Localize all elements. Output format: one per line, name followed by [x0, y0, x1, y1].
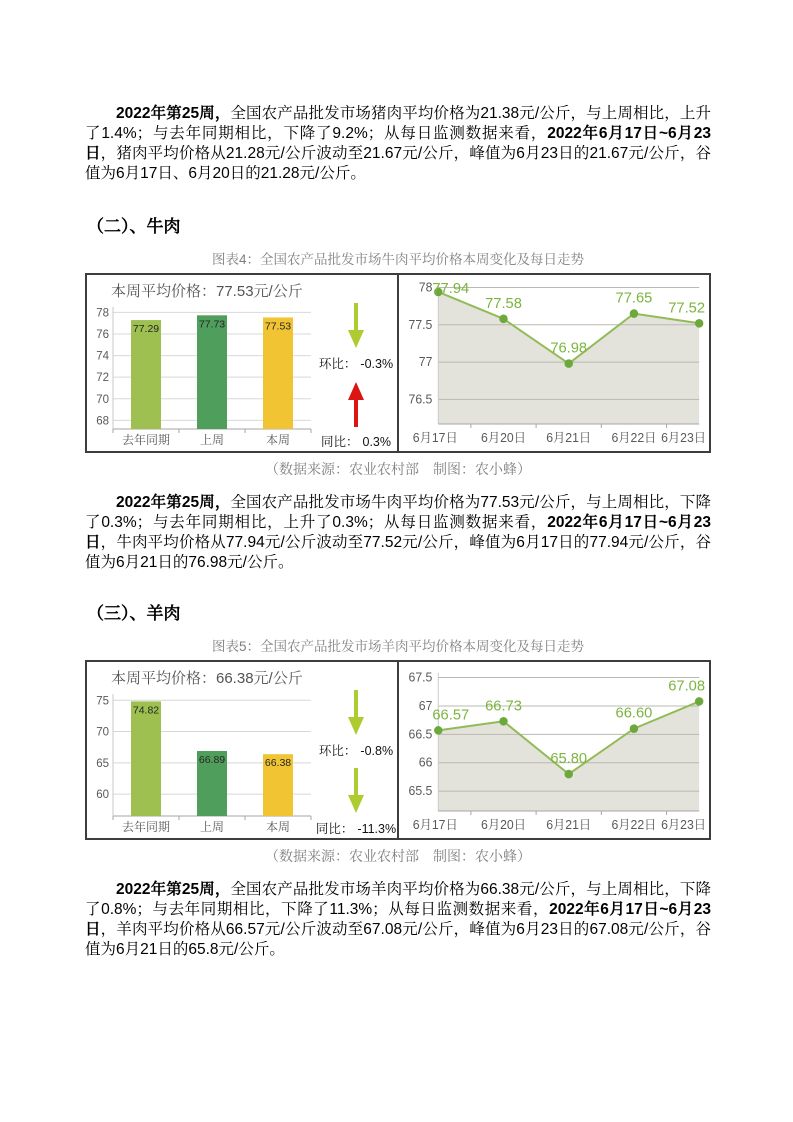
mutton-text-2: ，羊肉平均价格从66.57元/公斤波动至67.08元/公斤，峰值为6月23日的67.08元/公斤，谷值为6月21日的65.8元/公斤。 [85, 921, 711, 958]
mutton-bar-row [87, 688, 397, 838]
x-tick-label: 6月17日 [412, 817, 458, 833]
pork-week-bold: 2022年第25周， [116, 105, 231, 122]
y-tick-label: 76.5 [408, 392, 433, 407]
x-tick-label: 6月20日 [481, 430, 526, 446]
bar-value-label: 66.38 [264, 757, 292, 770]
x-tick-label: 6月22日 [611, 817, 657, 833]
beef-line-chart [401, 278, 708, 450]
indicator-label [321, 432, 391, 450]
data-point-marker [695, 697, 703, 706]
bar-category-label: 上周 [199, 820, 225, 834]
x-tick-label: 6月21日 [546, 817, 592, 833]
data-point-marker [695, 319, 703, 328]
indicator-value: 0.3% [362, 435, 391, 449]
figure4-beef-charts [85, 273, 711, 453]
indicator-label [316, 819, 396, 837]
section-heading-mutton: （三）、羊肉 [87, 604, 181, 623]
y-tick-label: 70 [96, 726, 109, 739]
arrow-down-icon [347, 690, 365, 736]
data-point-label: 66.60 [615, 705, 653, 722]
data-point-label: 77.65 [615, 290, 653, 307]
y-tick-label: 77 [418, 354, 433, 370]
data-point-marker [630, 309, 638, 318]
figure5-source: （数据来源：农业农村部 制图：农小蜂） [265, 848, 531, 864]
indicator-value: -0.3% [360, 357, 394, 371]
indicator-name: 环比： [318, 357, 357, 371]
data-point-marker [499, 717, 507, 726]
figure5-title: 图表5：全国农产品批发市场羊肉平均价格本周变化及每日走势 [211, 639, 584, 654]
bar-上周 [197, 315, 227, 429]
y-tick-label: 70 [96, 393, 109, 406]
y-tick-label: 60 [96, 789, 109, 802]
indicator-tongbi [321, 381, 391, 451]
bar-category-label: 本周 [265, 433, 291, 447]
bar-category-label: 上周 [199, 433, 225, 447]
data-point-label: 77.52 [668, 300, 706, 317]
bar-category-label: 本周 [265, 820, 291, 834]
y-tick-label: 67 [418, 698, 433, 713]
beef-summary-paragraph [85, 493, 711, 573]
pork-daterange-bold: 2022年6月17日~6月23日 [85, 125, 711, 162]
figure4-source: （数据来源：农业农村部 制图：农小蜂） [265, 461, 531, 477]
x-tick-label: 6月23日 [661, 430, 707, 446]
bar-去年同期 [131, 320, 161, 429]
bar-category-label: 去年同期 [121, 433, 171, 447]
section-heading-beef: （二）、牛肉 [87, 217, 181, 236]
data-point-label: 76.98 [550, 340, 588, 357]
mutton-summary-paragraph [85, 880, 711, 960]
beef-daterange-bold: 2022年6月17日~6月23日 [85, 514, 711, 551]
y-tick-label: 78 [96, 307, 109, 320]
data-point-marker [565, 770, 573, 779]
data-point-marker [565, 359, 573, 368]
y-tick-label: 76 [96, 328, 109, 341]
beef-bar-row [87, 301, 397, 451]
indicator-tongbi [316, 768, 396, 838]
y-tick-label: 66 [418, 755, 433, 770]
area-fill [438, 292, 699, 424]
indicator-huanbi [319, 690, 393, 768]
x-tick-label: 6月17日 [412, 430, 458, 446]
y-tick-label: 75 [96, 695, 109, 708]
beef-text-2: ，牛肉平均价格从77.94元/公斤波动至77.52元/公斤，峰值为6月17日的77.94元/公斤，谷值为6月21日的76.98元/公斤。 [85, 534, 711, 571]
arrow-down-icon [347, 768, 365, 814]
data-point-label: 67.08 [668, 678, 706, 695]
indicator-label [319, 354, 393, 372]
y-tick-label: 68 [96, 415, 109, 428]
figure4-title: 图表4：全国农产品批发市场牛肉平均价格本周变化及每日走势 [211, 252, 584, 267]
mutton-bar-chart [87, 688, 315, 838]
x-tick-label: 6月20日 [481, 817, 526, 833]
indicator-value: -0.8% [360, 744, 394, 758]
arrow-down-icon [347, 303, 365, 349]
data-point-label: 66.57 [432, 707, 470, 724]
pork-summary-paragraph [85, 104, 711, 184]
data-point-marker [630, 724, 638, 733]
bar-value-label: 77.53 [264, 320, 292, 333]
data-point-label: 65.80 [550, 750, 588, 768]
bar-去年同期 [131, 701, 161, 816]
pork-text-1: 全国农产品批发市场猪肉平均价格为21.38元/公斤，与上周相比，上升了1.4%；与去年同期相比，下降了9.2%；从每日监测数据来看， [85, 105, 711, 142]
y-tick-label: 72 [96, 372, 109, 385]
y-tick-label: 77.5 [408, 317, 433, 332]
bar-value-label: 77.29 [132, 323, 160, 336]
x-tick-label: 6月23日 [661, 817, 707, 833]
beef-bar-panel [87, 275, 399, 451]
bar-本周 [263, 317, 293, 429]
mutton-week-bold: 2022年第25周， [116, 881, 231, 898]
mutton-line-chart [401, 665, 708, 837]
beef-line-panel [399, 275, 709, 451]
mutton-indicators [315, 688, 397, 838]
y-tick-label: 66.5 [408, 727, 433, 742]
indicator-huanbi [319, 303, 393, 381]
arrow-up-icon [347, 381, 365, 427]
bar-value-label: 74.82 [132, 704, 160, 717]
indicator-name: 环比： [318, 744, 357, 758]
data-point-marker [499, 315, 507, 324]
y-tick-label: 67.5 [408, 670, 433, 685]
data-point-label: 77.94 [432, 280, 470, 298]
indicator-name: 同比： [320, 435, 359, 449]
indicator-label [319, 741, 393, 759]
data-point-label: 66.73 [485, 698, 522, 715]
y-tick-label: 65 [96, 757, 109, 770]
bar-value-label: 77.73 [198, 318, 226, 331]
beef-week-bold: 2022年第25周， [116, 494, 231, 511]
pork-text-2: ，猪肉平均价格从21.28元/公斤波动至21.67元/公斤，峰值为6月23日的21.67元/公斤，谷值为6月17日、6月20日的21.28元/公斤。 [85, 145, 711, 182]
mutton-bar-panel [87, 662, 399, 838]
y-tick-label: 74 [96, 350, 109, 363]
beef-text-1: 全国农产品批发市场牛肉平均价格为77.53元/公斤，与上周相比，下降了0.3%；与去年同期相比，上升了0.3%；从每日监测数据来看， [85, 494, 711, 531]
mutton-week-average-title: 本周平均价格：66.38元/公斤 [111, 670, 303, 687]
beef-week-average-title: 本周平均价格：77.53元/公斤 [111, 283, 303, 300]
figure5-mutton-charts [85, 660, 711, 840]
y-tick-label: 65.5 [408, 784, 433, 799]
data-point-label: 77.58 [485, 295, 522, 312]
y-tick-label: 78 [418, 280, 433, 295]
bar-category-label: 去年同期 [121, 820, 171, 834]
beef-bar-chart [87, 301, 315, 451]
indicator-value: -11.3% [357, 822, 397, 836]
x-tick-label: 6月22日 [611, 430, 657, 446]
mutton-text-1: 全国农产品批发市场羊肉平均价格为66.38元/公斤，与上周相比，下降了0.8%；与去年同期相比，下降了11.3%；从每日监测数据来看， [85, 881, 711, 918]
beef-indicators [315, 301, 397, 451]
mutton-line-panel [399, 662, 709, 838]
data-point-marker [434, 726, 442, 735]
mutton-daterange-bold: 2022年6月17日~6月23日 [85, 901, 711, 938]
x-tick-label: 6月21日 [546, 430, 592, 446]
bar-value-label: 66.89 [198, 753, 226, 766]
indicator-name: 同比： [315, 822, 354, 836]
